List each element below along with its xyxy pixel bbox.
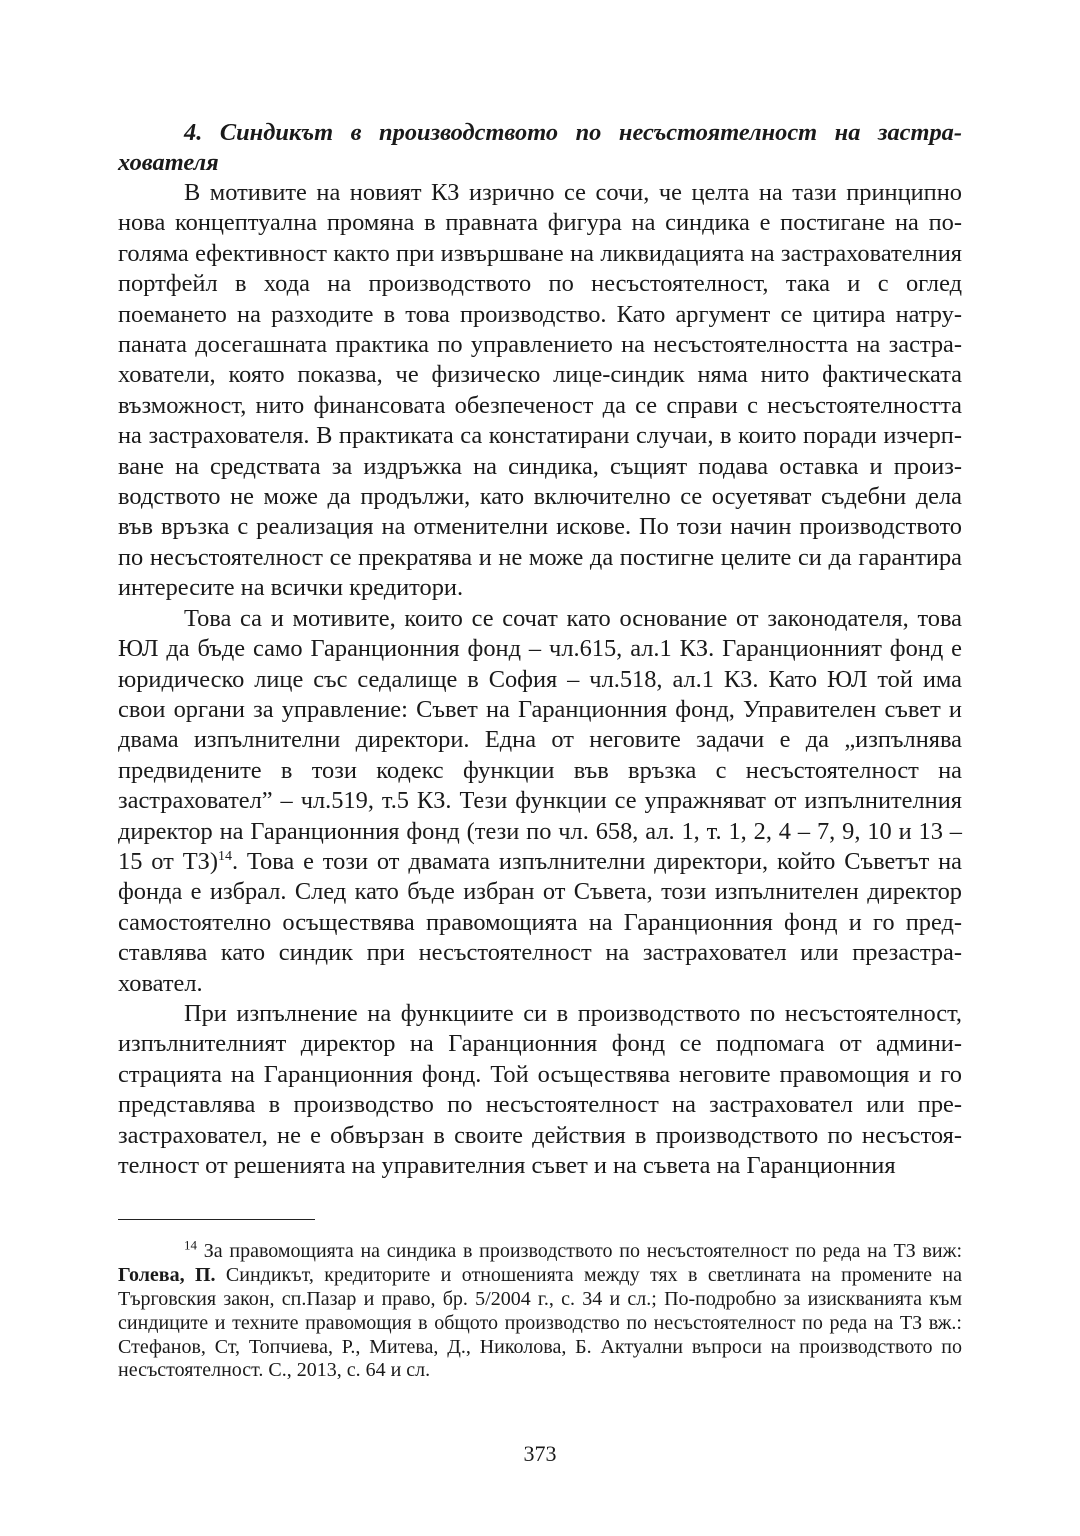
footnote [118, 1237, 962, 1383]
paragraph-2-part-2: . Това е този от двамата изпълнителни директори, който Съветът на фонда е избрал. След като бъде избран от Съвета, този изпълнителен директор самостоятелно осъществява правомощията на Гаранционния фонд и го представлява като синдик при несъстоятелност на застраховател или презастраховател. [118, 847, 962, 997]
paragraph-2-part-1: Това са и мотивите, които се сочат като основание от законодателя, това ЮЛ да бъде само Гаранционния фонд – чл.615, ал.1 КЗ. Гаранционният фонд е юридическо лице със седалище в София – чл.518, ал.1 КЗ. Като ЮЛ той има свои органи за управление: Съвет на Гаранционния фонд, Управителен съвет и двама изпълнителни директори. Една от неговите задачи е да „изпълнява предвидените в този кодекс функции във връзка с несъстоятелност на застраховател” – чл.519, т.5 КЗ. Тези функции се упражняват от изпълнителния директор на Гаранционния фонд (тези по чл. 658, ал. 1, т. 1, 2, 4 – 7, 9, 10 и 13 – 15 от ТЗ) [118, 604, 962, 875]
footnote-text-2: Синдикът, кредиторите и отношенията между тях в светлината на промените на Търговския закон, сп.Пазар и право, бр. 5/2004 г., с. 34 и сл.; По-подробно за изискванията към синдиците и техните правомощия в общото производство по несъстоятелност по реда на ТЗ вж.: Стефанов, Ст, Топчиева, Р., Митева, Д., Николова, Б. Актуални въпроси на производството по несъстоятелност. С., 2013, с. 64 и сл. [118, 1264, 962, 1382]
footnote-separator [118, 1219, 315, 1220]
paragraph-2 [118, 604, 962, 999]
footnote-text-1: За правомощията на синдика в производството по несъстоятелност по реда на ТЗ виж: [197, 1240, 962, 1263]
paragraph-1: В мотивите на новият КЗ изрично се сочи, че целта на тази принципно нова концептуална промяна в правната фигура на синдика е постигане на по-голяма ефективност както при извършване на ликвидацията на застрахователния портфейл в хода на производството по несъстоятелност, така и с оглед поемането на разходите в това производство. Като аргумент се цитира натрупаната досегашната практика по управлението на несъстоятелността на застрахователи, която показва, че физическо лице-синдик няма нито фактическата възможност, нито финансовата обезпеченост да се справи с несъстоятелността на застрахователя. В практиката са констатирани случаи, в които поради изчерпване на средствата за издръжка на синдика, същият подава оставка и производството не може да продължи, като включително се осуетяват съдебни дела във връзка с реализация на отменителни искове. По този начин производството по несъстоятелност се прекратява и не може да постигне целите си да гарантира интересите на всички кредитори. [118, 179, 962, 602]
page-number: 373 [523, 1441, 557, 1466]
section-heading: 4. Синдикът в производството по несъстоятелност на застрахователя [118, 119, 962, 176]
footnote-reference[interactable]: 14 [217, 848, 232, 864]
paragraph-3: При изпълнение на функциите си в производството по несъстоятелност, изпълнителният директор на Гаранционния фонд се подпомага от администрацията на Гаранционния фонд. Той осъществява неговите правомощия и го представлява в производство по несъстоятелност на застраховател или презастраховател, не е обвързан в своите действия в производството по несъстоятелност от решенията на управителния съвет и на съвета на Гаранционния [118, 999, 962, 1179]
footnote-number: 14 [184, 1237, 197, 1253]
footnote-author: Голева, П. [118, 1264, 216, 1287]
body-text [118, 178, 962, 1181]
page-content [118, 118, 962, 1383]
